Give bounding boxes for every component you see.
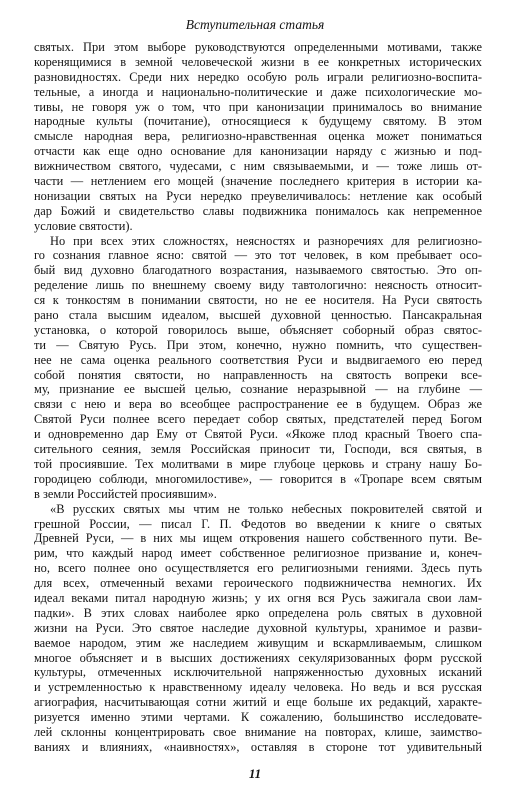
text-line: для всех, отмеченный вехами героического подвижничества немногих. Их	[34, 576, 482, 591]
text-line: вижничеством святого, чудесами, с ним связываемыми, и — тоже лишь от-	[34, 159, 482, 174]
text-line: нонизации святых на Руси нередко преувеличивалось: нетление как особый	[34, 188, 482, 203]
text-line: рим, что каждый народ имеет собственное религиозное призвание и, конеч-	[34, 546, 482, 561]
text-line: отчасти как еще одно основание для канонизации наряду с жизнью и под-	[34, 144, 482, 159]
text-line: но, всего полнее оно осуществляется его религиозными гениями. Здесь путь	[34, 561, 482, 576]
text-line: в земли Российстей просиявшим».	[34, 486, 217, 501]
text-line: ся к тонкостям в понимании святости, но не ее носителя. На Руси святость	[34, 293, 482, 308]
text-line: Древней Руси, — в них мы ищем откровения нашего собственного пути. Ве-	[34, 531, 482, 546]
text-line: жизни на Руси. Это святое наследие духовной культуры, хранимое и разви-	[34, 620, 482, 635]
text-line: дар Божий и свидетельство славы подвижника понималось как непременное	[34, 203, 482, 218]
text-line: связи с нею и вера во всеобщее распространение ее в будущем. Образ же	[34, 397, 482, 412]
text-line: Святой Руси полнее всего передает собор святых, предстателей перед Богом	[34, 412, 482, 427]
text-line: ризуется именно этими чертами. К сожалению, большинство исследовате-	[34, 710, 482, 725]
text-line: ределение лишь по внешнему своему виду тавтологично: неясность относит-	[34, 278, 482, 293]
text-line: смысле народная вера, религиозно-нравственная оценка может пониматься	[34, 129, 482, 144]
text-line: святых. При этом выборе руководствуются определенными мотивами, также	[34, 40, 482, 54]
text-line: агиография, насчитывающая сотни житий и еще больше их редакций, характе-	[34, 695, 482, 710]
text-line: установка, о которой говорилось выше, объясняет соборный образ святос-	[34, 322, 482, 337]
text-line: собой понятия святости, но направленность на святость вопреки все-	[34, 367, 482, 382]
text-line: условие святости).	[34, 218, 133, 233]
text-line: идеал веками питал народную жизнь; у их огня вся Русь зажигала свои лам-	[34, 590, 482, 605]
text-line: разновидностях. Среди них нередко особую роль играли религиозно-воспита-	[34, 69, 482, 84]
text-line: Но при всех этих сложностях, неясностях и разноречиях для религиозно-	[50, 233, 482, 248]
text-line: ти — Святую Русь. При этом, конечно, нужно помнить, что существен-	[34, 337, 482, 352]
text-line: тивы, не говоря уж о том, что при канонизации принималось во внимание	[34, 99, 482, 114]
text-line: ваемое народом, этим же наследием живущим и вскармливаемым, слишком	[34, 635, 482, 650]
text-line: му, признание ее высшей целью, сознание неразрывной — на глубине —	[34, 382, 482, 397]
text-line: ваниях и влияниях, «наивностях», оставляя в стороне тот удивительный	[34, 739, 482, 754]
body-text	[34, 40, 482, 755]
text-line: части — нетлением его мощей (значение последнего критерия в истории ка-	[34, 174, 482, 189]
text-line: коренящимися в земной человеческой жизни в ее конкретных исторических	[34, 54, 482, 69]
text-line: нее не сама оценка реального соответствия Руси и выдвигаемого ею перед	[34, 352, 482, 367]
page-number: 11	[248, 766, 262, 781]
text-line: и устремленностью к нравственному идеалу человека. Но ведь и вся русская	[34, 680, 482, 695]
text-line: той просиявшие. Тех молитвами в мире глубоце церковь и страну нашу Бо-	[34, 456, 482, 471]
text-line: го сознания главное ясно: святой — это тот человек, в ком пребывает осо-	[34, 248, 482, 263]
text-line: многое объясняет и в высших достижениях секуляризованных форм русской	[34, 650, 482, 665]
text-line: городицею соблюди, многомилостиве», — говорится в «Тропаре всем святым	[34, 471, 482, 486]
text-line: «В русских святых мы чтим не только небесных покровителей святой и	[50, 501, 482, 516]
text-line: народные культы (почитание), относящиеся к будущему святому. В этом	[34, 114, 482, 129]
text-line: тельные, а иногда и национально-политические и даже психологические мо-	[34, 84, 482, 99]
text-line: грешной России, — писал Г. П. Федотов во введении к книге о святых	[34, 516, 482, 531]
text-line: бый вид духовно благодатного возрастания, называемого святостью. Это оп-	[34, 263, 482, 278]
text-line: падки». В этих словах наиболее ярко определена роль святых в духовной	[34, 605, 482, 620]
text-line: культуры, отмеченных исключительной напряженностью духовных исканий	[34, 665, 482, 680]
text-line: и одновременно дар Ему от Святой Руси. «Якоже плод красный Твоего спа-	[34, 427, 482, 442]
running-head: Вступительная статья	[185, 17, 325, 32]
text-line: рано стала высшим идеалом, высшей духовной ценностью. Пансакральная	[34, 308, 482, 323]
text-line: сительного сеяния, земля Российская приносит ти, Господи, вся святыя, в	[34, 442, 482, 457]
text-line: лей склонны концентрировать свое внимание на повторах, клише, заимство-	[34, 724, 482, 739]
